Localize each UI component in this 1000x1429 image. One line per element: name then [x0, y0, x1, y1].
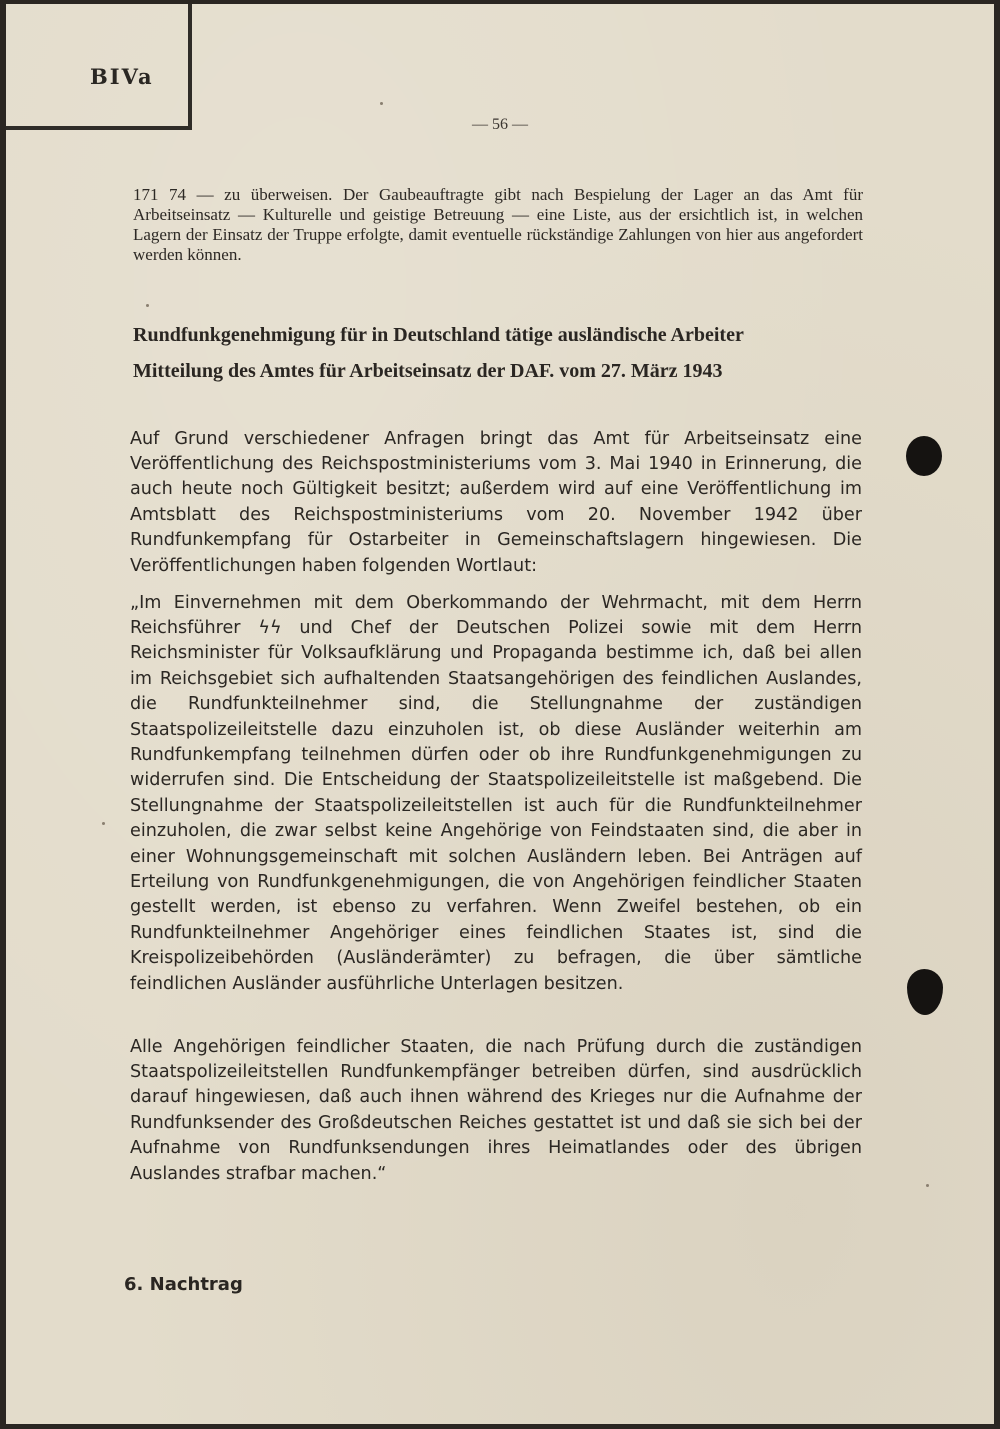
paper-speck: [146, 304, 149, 307]
stamp-label: BIVa: [90, 64, 154, 89]
body-paragraph-quote: „Im Einvernehmen mit dem Oberkommando der Wehrmacht, mit dem Herrn Reichsführer ϟϟ und Chef der Deutschen Polizei sowie mit dem Herrn Reichsminister für Volksaufklärung und Propaganda bestimme ich, daß bei allen im Reichsgebiet sich aufhaltenden Staatsangehörigen des feindlichen Auslandes, die Rundfunkteilnehmer sind, die Stellungnahme der zuständigen Staatspolizeileitstelle dazu einzuholen ist, ob diese Ausländer weiterhin am Rundfunkempfang teilnehmen dürfen oder ob ihre Rundfunkgenehmigungen zu widerrufen sind. Die Entscheidung der Staatspolizeileitstelle ist maßgebend. Die Stellungnahme der Staatspolizeileitstellen ist auch für die Rundfunkteilnehmer einzuholen, die zwar selbst keine Angehörige von Feindstaaten sind, die aber in einer Wohnungsgemeinschaft mit solchen Ausländern leben. Bei Anträgen auf Erteilung von Rundfunkgenehmigungen, die von Angehörigen feindlicher Staaten gestellt werden, ist ebenso zu verfahren. Wenn Zweifel bestehen, ob ein Rundfunkteilnehmer Angehöriger eines feindlichen Staates ist, sind die Kreispolizeibehörden (Ausländerämter) zu befragen, die über sämtliche feindlichen Ausländer ausführliche Unterlagen besitzen.: [130, 592, 862, 994]
section-subtitle: Mitteilung des Amtes für Arbeitseinsatz der DAF. vom 27. März 1943: [133, 360, 723, 382]
punch-hole-top: [906, 436, 942, 476]
paper-speck: [380, 102, 383, 105]
section-title: Rundfunkgenehmigung für in Deutschland tätige ausländische Arbeiter: [133, 324, 744, 346]
paper-speck: [926, 1184, 929, 1187]
punch-hole-bottom: [907, 969, 943, 1015]
document-page: [6, 4, 994, 1424]
body-paragraph-intro: Auf Grund verschiedener Anfragen bringt das Amt für Arbeitseinsatz eine Veröffentlichung des Reichspostministeriums vom 3. Mai 1940 in Erinnerung, die auch heute noch Gültigkeit besitzt; außerdem wird auf eine Veröffentlichung im Amtsblatt des Reichspostministeriums vom 20. November 1942 über Rundfunkempfang für Ostarbeiter in Gemeinschaftslagern hingewiesen. Die Veröffentlichungen haben folgenden Wortlaut:: [130, 428, 862, 576]
page-number: — 56 —: [472, 116, 528, 133]
footer-note: 6. Nachtrag: [124, 1274, 243, 1295]
continuation-paragraph: 171 74 — zu überweisen. Der Gaubeauftragte gibt nach Bespielung der Lager an das Amt für Arbeitseinsatz — Kulturelle und geistige Betreuung — eine Liste, aus der ersichtlich ist, in welchen Lagern der Einsatz der Truppe erfolgte, damit eventuelle rückständige Zahlungen von hier aus angefordert werden können.: [133, 185, 863, 264]
paper-speck: [102, 822, 105, 825]
body-paragraph-closing: Alle Angehörigen feindlicher Staaten, die nach Prüfung durch die zuständigen Staatspolizeileitstellen Rundfunkempfänger betreiben dürfen, sind ausdrücklich darauf hingewiesen, daß auch ihnen während des Krieges nur die Aufnahme der Rundfunksender des Großdeutschen Reiches gestattet ist und daß sie sich bei der Aufnahme von Rundfunksendungen ihres Heimatlandes oder des übrigen Auslandes strafbar machen.“: [130, 1036, 862, 1184]
